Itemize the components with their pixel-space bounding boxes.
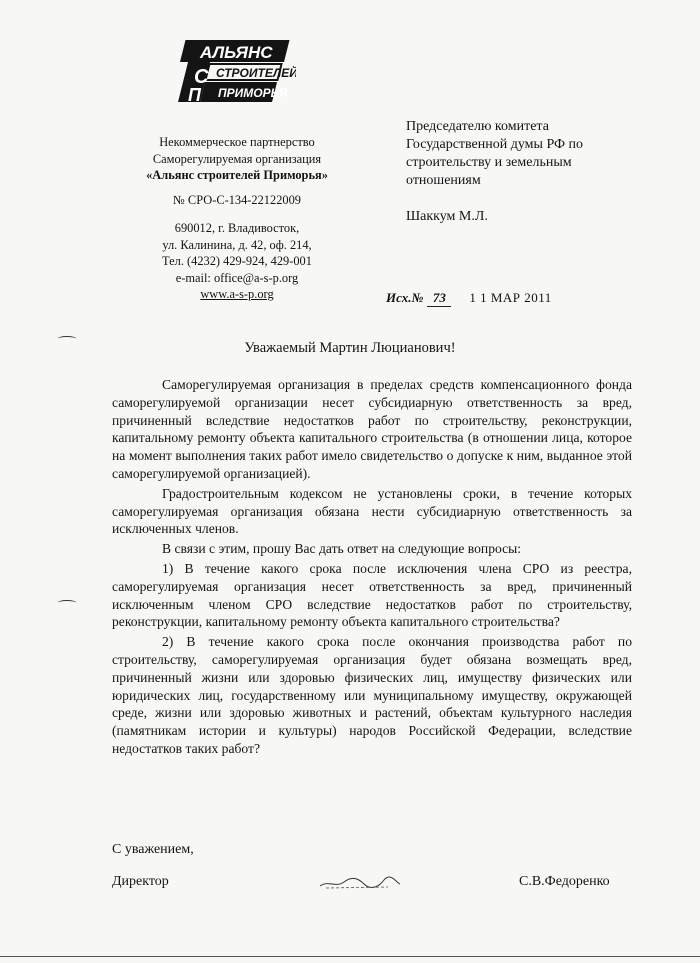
recipient-line1: Председателю комитета xyxy=(406,119,549,134)
sender-line2: Саморегулируемая организация xyxy=(152,151,322,166)
logo-letter-s: С xyxy=(194,66,209,88)
letter-body xyxy=(112,376,632,760)
sender-email: e-mail: office@a-s-p.org xyxy=(175,270,299,285)
handwritten-signature xyxy=(318,872,402,897)
outgoing-date-stamp: 1 1 МАР 2011 xyxy=(469,290,552,305)
logo-line2: СТРОИТЕЛЕЙ xyxy=(216,66,296,80)
scan-mark-top xyxy=(58,336,76,341)
sender-address2: ул. Калинина, д. 42, оф. 214, xyxy=(162,237,312,252)
scan-bottom-edge xyxy=(0,956,700,957)
recipient-line3: строительству и земельным xyxy=(406,155,572,170)
signer-position: Директор xyxy=(112,874,169,889)
logo-line1: АЛЬЯНС xyxy=(200,43,273,62)
scan-mark-middle xyxy=(58,600,76,605)
outgoing-number: 73 xyxy=(427,290,451,307)
closing-respect: С уважением, xyxy=(112,842,194,857)
alliance-logo-graphic xyxy=(172,38,296,104)
outgoing-label: Исх.№ xyxy=(386,290,424,305)
signer-name: С.В.Федоренко xyxy=(519,874,610,889)
paragraph-4: 1) В течение какого срока после исключения члена СРО из реестра, саморегулируемая организация несет ответственность за вред, причиненный исключенным членом СРО вследствие недостатков работ по строительству, реконструкции, капитальному ремонту объекта капитального строительства? xyxy=(112,560,632,630)
paragraph-5: 2) В течение какого срока после окончания производства работ по строительству, саморегулируемая организация будет обязана возмещать вред, причиненный жизни или здоровью физических лиц, имуществу физических или юридических лиц, государственному или муниципальному имуществу, окружающей среде, жизни или здоровью животных и растений, объектам культурного наследия (памятникам истории и культуры) народов Российской Федерации, вследствие недостатков таких работ? xyxy=(112,634,632,756)
outgoing-reference xyxy=(386,290,552,307)
logo-letter-p: П xyxy=(188,85,201,104)
sender-website: www.a-s-p.org xyxy=(200,287,274,301)
sender-address1: 690012, г. Владивосток, xyxy=(174,221,300,235)
paragraph-1: Саморегулируемая организация в пределах средств компенсационного фонда саморегулируемой организации несет субсидиарную ответственность за вред, причиненный вследствие недостатков работ по строительству, реконструкции, капитальному ремонту объекта капитального строительства (в отношении лица, которое на момент выполнения таких работ имело свидетельство о допуске к ним, выданное этой саморегулируемой организацией). xyxy=(112,377,632,481)
sender-block xyxy=(112,134,362,303)
sender-line1: Некоммерческое партнерство xyxy=(159,135,315,149)
organization-logo xyxy=(172,38,296,104)
sender-phone: Тел. (4232) 429-924, 429-001 xyxy=(162,254,312,268)
recipient-block xyxy=(406,118,676,226)
paragraph-2: Градостроительным кодексом не установлены сроки, в течение которых саморегулируемая организация обязана нести субсидиарную ответственность за исключенных членов. xyxy=(112,485,632,537)
greeting: Уважаемый Мартин Люцианович! xyxy=(244,340,456,356)
logo-line3: ПРИМОРЬЯ xyxy=(218,86,288,100)
recipient-name: Шаккум М.Л. xyxy=(406,209,488,224)
paragraph-3: В связи с этим, прошу Вас дать ответ на следующие вопросы: xyxy=(162,541,522,557)
sender-org-name: «Альянс строителей Приморья» xyxy=(146,168,328,182)
sender-license: № СРО-С-134-22122009 xyxy=(173,192,301,207)
recipient-line2: Государственной думы РФ по xyxy=(406,137,584,152)
recipient-line4: отношениям xyxy=(406,173,481,188)
